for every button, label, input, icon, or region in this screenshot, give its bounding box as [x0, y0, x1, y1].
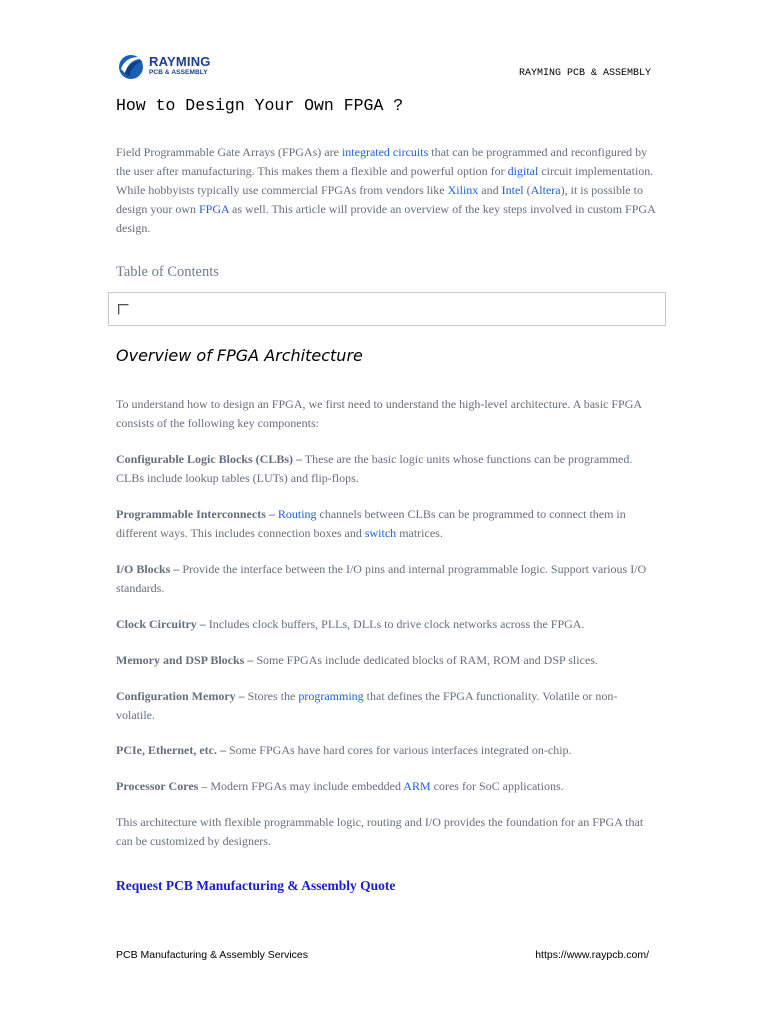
component-config-term: Configuration Memory –: [116, 689, 245, 703]
link-digital[interactable]: digital: [507, 164, 539, 178]
section-heading: Overview of FPGA Architecture: [116, 346, 363, 365]
link-arm[interactable]: ARM: [403, 779, 431, 793]
intro-text-7: as well. This article will provide an overview of the key steps involved in custom FPGA design.: [116, 202, 656, 235]
component-pcie-term: PCIe, Ethernet, etc. –: [116, 743, 226, 757]
component-processor-text-2: cores for SoC applications.: [430, 779, 564, 793]
footer-services: PCB Manufacturing & Assembly Services: [116, 949, 308, 961]
link-switch[interactable]: switch: [364, 526, 397, 540]
request-quote-link[interactable]: Request PCB Manufacturing & Assembly Quote: [116, 878, 396, 893]
component-clb: [116, 450, 656, 488]
link-routing[interactable]: Routing: [277, 507, 317, 521]
intro-text-3: circuit implementation. While hobbyists typically use commercial FPGAs from vendors like: [116, 164, 654, 197]
component-config: [116, 687, 656, 725]
component-processor: [116, 777, 656, 796]
component-config-text-1: Stores the: [244, 689, 299, 703]
component-io-text: Provide the interface between the I/O pins and internal programmable logic. Support various I/O standards.: [116, 562, 647, 595]
component-processor-term: Processor Cores: [116, 779, 199, 793]
intro-text-2: that can be programmed and reconfigured by the user after manufacturing. This makes them a flexible and powerful option for: [116, 145, 648, 178]
logo-tagline: PCB & ASSEMBLY: [149, 69, 208, 77]
toc-heading: Table of Contents: [116, 264, 219, 280]
link-integrated-circuits[interactable]: integrated circuits: [341, 145, 429, 159]
component-clock: [116, 615, 656, 634]
intro-text-4: and: [478, 183, 502, 197]
rayming-logo[interactable]: [116, 50, 226, 82]
page-title: How to Design Your Own FPGA ?: [116, 96, 404, 115]
component-interconnect: [116, 505, 656, 543]
intro-text-1: Field Programmable Gate Arrays (FPGAs) are: [116, 145, 342, 159]
logo-text: [149, 55, 211, 77]
component-clock-text: Includes clock buffers, PLLs, DLLs to drive clock networks across the FPGA.: [205, 617, 585, 631]
intro-text-6: ), it is possible to design your own: [116, 183, 643, 216]
component-memory-term: Memory and DSP Blocks –: [116, 653, 254, 667]
closing-paragraph: This architecture with flexible programmable logic, routing and I/O provides the foundation for an FPGA that can be customized by designers.: [116, 815, 644, 848]
component-config-text-2: that defines the FPGA functionality. Volatile or non-volatile.: [116, 689, 618, 722]
component-io-term: I/O Blocks –: [116, 562, 180, 576]
component-interconnect-text-3: matrices.: [396, 526, 443, 540]
link-intel[interactable]: Intel: [501, 183, 524, 197]
component-clb-term: Configurable Logic Blocks (CLBs) –: [116, 452, 303, 466]
component-pcie: [116, 741, 656, 760]
logo-name: RAYMING: [149, 54, 211, 70]
footer-url-link[interactable]: https://www.raypcb.com/: [535, 949, 649, 961]
component-memory: [116, 651, 656, 670]
component-interconnect-text-2: channels between CLBs can be programmed to connect them in different ways. This includes connection boxes and: [116, 507, 626, 540]
component-clb-text: These are the basic logic units whose functions can be programmed. CLBs include lookup tables (LUTs) and flip-flops.: [116, 452, 633, 485]
intro-text-5: (: [523, 183, 531, 197]
component-io: [116, 560, 656, 598]
link-programming[interactable]: programming: [298, 689, 364, 703]
component-processor-text-1: – Modern FPGAs may include embedded: [198, 779, 404, 793]
component-memory-text: Some FPGAs include dedicated blocks of RAM, ROM and DSP slices.: [253, 653, 598, 667]
toc-toggle-icon[interactable]: [118, 304, 129, 315]
link-fpga[interactable]: FPGA: [199, 202, 230, 216]
rayming-logo-icon: [116, 51, 146, 81]
component-clock-term: Clock Circuitry –: [116, 617, 206, 631]
component-interconnect-term: Programmable Interconnects –: [116, 507, 275, 521]
header-company-label: RAYMING PCB & ASSEMBLY: [518, 68, 651, 79]
section-intro: To understand how to design an FPGA, we first need to understand the high-level architecture. A basic FPGA consists of the following key components:: [116, 397, 642, 430]
toc-box: [108, 292, 666, 326]
component-pcie-text: Some FPGAs have hard cores for various interfaces integrated on-chip.: [225, 743, 572, 757]
intro-paragraph: [116, 143, 656, 238]
link-altera[interactable]: Altera: [530, 183, 561, 197]
link-xilinx[interactable]: Xilinx: [447, 183, 479, 197]
